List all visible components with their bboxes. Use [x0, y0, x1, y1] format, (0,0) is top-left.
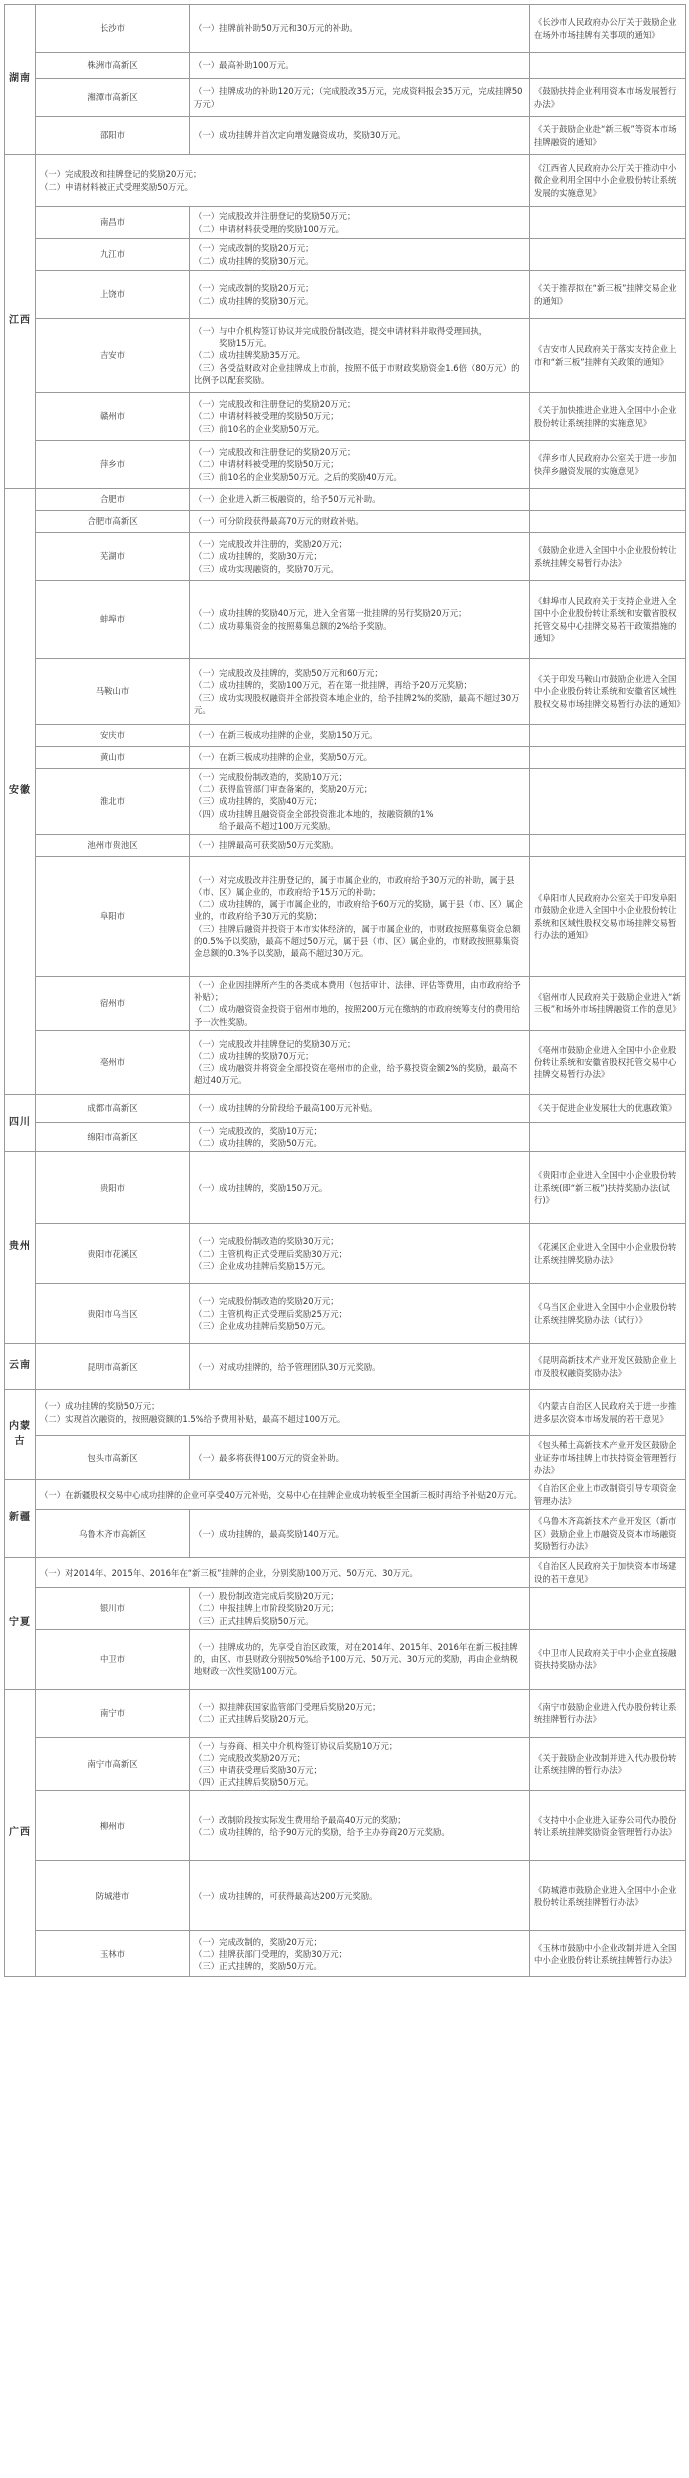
- province-cell: 贵州: [5, 1152, 36, 1344]
- policy-cell: （一）成功挂牌的奖励40万元，进入全省第一批挂牌的另行奖励20万元； （二）成功募集资金的按照募集总额的2%给予奖励。: [190, 581, 530, 659]
- document-cell: 《鼓励企业进入全国中小企业股份转让系统挂牌交易暂行办法》: [530, 533, 686, 581]
- document-cell: [530, 725, 686, 747]
- document-cell: 《玉林市鼓励中小企业改制并进入全国中小企业股份转让系统挂牌暂行办法》: [530, 1931, 686, 1977]
- city-cell: 玉林市: [36, 1931, 190, 1977]
- table-row: [5, 1344, 686, 1390]
- city-cell: 吉安市: [36, 319, 190, 393]
- table-row: [5, 1629, 686, 1689]
- policy-cell: （一）对完成股改并注册登记的，属于市属企业的，市政府给予30万元的补助，属于县（市、区）属企业的，市政府给予15万元的补助； （二）成功挂牌的，属于市属企业的，市政府给予60万元的奖励，属于县（市、区）属企业的，市政府给予30万元的奖励； （三）挂牌后融资并投资于本市实体经济的，属于市属企业的，市财政按照募集资金总额的0.5%予以奖励，最高不超过50万元，属于县（市、区）属企业的，市财政按照募集资金总额的0.3%予以奖励，最高不超过30万元。: [190, 857, 530, 977]
- province-cell: 湖南: [5, 5, 36, 155]
- policy-cell: （一）成功挂牌的，可获得最高达200万元奖励。: [190, 1861, 530, 1931]
- city-cell: 贵阳市乌当区: [36, 1284, 190, 1344]
- document-cell: 《关于推荐拟在“新三板”挂牌交易企业的通知》: [530, 271, 686, 319]
- document-cell: 《中卫市人民政府关于中小企业直接融资扶持奖励办法》: [530, 1629, 686, 1689]
- document-cell: [530, 747, 686, 769]
- document-cell: 《乌鲁木齐高新技术产业开发区（新市区）鼓励企业上市融资及资本市场融资奖励暂行办法》: [530, 1510, 686, 1558]
- document-cell: 《包头稀土高新技术产业开发区鼓励企业证券市场挂牌上市扶持资金管理暂行办法》: [530, 1436, 686, 1480]
- city-cell: 包头市高新区: [36, 1436, 190, 1480]
- table-row: [5, 857, 686, 977]
- document-cell: 《关于促进企业发展壮大的优惠政策》: [530, 1094, 686, 1122]
- table-row: [5, 117, 686, 155]
- policy-cell: （一）挂牌成功的，先享受自治区政策，对在2014年、2015年、2016年在新三板挂牌的，由区、市县财政分别按50%给予100万元、50万元、30万元的奖励，再由企业纳税地财政一次性奖励100万元。: [190, 1629, 530, 1689]
- city-cell: 赣州市: [36, 393, 190, 441]
- city-cell: 马鞍山市: [36, 659, 190, 725]
- document-cell: 《昆明高新技术产业开发区鼓励企业上市及股权融资奖励办法》: [530, 1344, 686, 1390]
- city-cell: 绵阳市高新区: [36, 1122, 190, 1151]
- table-row: [5, 533, 686, 581]
- policy-cell: （一）在新三板成功挂牌的企业，奖励150万元。: [190, 725, 530, 747]
- document-cell: 《关于印发马鞍山市鼓励企业进入全国中小企业股份转让系统和安徽省区域性股权交易市场挂牌交易暂行办法的通知》: [530, 659, 686, 725]
- table-row: [5, 511, 686, 533]
- city-cell: 芜湖市: [36, 533, 190, 581]
- city-cell: 合肥市高新区: [36, 511, 190, 533]
- city-cell: 成都市高新区: [36, 1094, 190, 1122]
- policy-cell: （一）与券商、相关中介机构签订协议后奖励10万元； （二）完成股改奖励20万元； （三）申请获受理后奖励30万元； （四）正式挂牌后奖励50万元。: [190, 1737, 530, 1791]
- table-row: [5, 1152, 686, 1224]
- province-cell: 云南: [5, 1344, 36, 1390]
- document-cell: [530, 511, 686, 533]
- policy-cell: （一）完成改制的奖励20万元； （二）成功挂牌的奖励30万元。: [190, 271, 530, 319]
- document-cell: 《鼓励扶持企业利用资本市场发展暂行办法》: [530, 79, 686, 117]
- table-row: [5, 155, 686, 207]
- document-cell: 《亳州市鼓励企业进入全国中小企业股份转让系统和安徽省股权托管交易中心挂牌交易暂行办法》: [530, 1030, 686, 1094]
- table-row: [5, 1861, 686, 1931]
- policy-cell: （一）完成股改并挂牌登记的奖励30万元； （二）成功挂牌的奖励70万元； （三）成功融资并将资金全部投资在亳州市的企业，给予募投资金额2%的奖励，最高不超过40万元。: [190, 1030, 530, 1094]
- document-cell: [530, 1588, 686, 1630]
- document-cell: 《乌当区企业进入全国中小企业股份转让系统挂牌奖励办法（试行）》: [530, 1284, 686, 1344]
- document-cell: 《防城港市鼓励企业进入全国中小企业股份转让系统挂牌暂行办法》: [530, 1861, 686, 1931]
- table-row: [5, 1588, 686, 1630]
- city-cell: 银川市: [36, 1588, 190, 1630]
- table-row: [5, 1224, 686, 1284]
- document-cell: 《吉安市人民政府关于落实支持企业上市和“新三板”挂牌有关政策的通知》: [530, 319, 686, 393]
- province-cell: 宁夏: [5, 1558, 36, 1690]
- policy-cell: （一）完成股改和注册登记的奖励20万元； （二）申请材料被受理的奖励50万元； （三）前10名的企业奖励50万元。之后的奖励40万元。: [190, 441, 530, 489]
- policy-cell: （一）挂牌前补助50万元和30万元的补助。: [190, 5, 530, 53]
- policy-cell: （一）完成股份制改造的，奖励10万元； （二）获得监管部门审查备案的，奖励20万元； （三）成功挂牌的，奖励40万元； （四）成功挂牌且融资资金全部投资淮北本地的，按融资额的1% 给予最高不超过100万元奖励。: [190, 769, 530, 835]
- city-cell: 昆明市高新区: [36, 1344, 190, 1390]
- city-cell: 阜阳市: [36, 857, 190, 977]
- city-cell: 贵阳市: [36, 1152, 190, 1224]
- document-cell: [530, 239, 686, 271]
- city-cell: 乌鲁木齐市高新区: [36, 1510, 190, 1558]
- table-row: [5, 393, 686, 441]
- table-row: [5, 659, 686, 725]
- policy-cell: （一）成功挂牌的，最高奖励140万元。: [190, 1510, 530, 1558]
- document-cell: 《花溪区企业进入全国中小企业股份转让系统挂牌奖励办法》: [530, 1224, 686, 1284]
- province-policy-cell: （一）完成股改和挂牌登记的奖励20万元； （二）申请材料被正式受理奖励50万元。: [36, 155, 530, 207]
- document-cell: 《阜阳市人民政府办公室关于印发阜阳市鼓励企业进入全国中小企业股份转让系统和区域性股权交易市场挂牌交易暂行办法的通知》: [530, 857, 686, 977]
- policy-cell: （一）最高补助100万元。: [190, 53, 530, 79]
- table-row: [5, 1791, 686, 1861]
- city-cell: 亳州市: [36, 1030, 190, 1094]
- policy-cell: （一）成功挂牌的，奖励150万元。: [190, 1152, 530, 1224]
- document-cell: 《自治区企业上市改制资引导专项资金管理办法》: [530, 1480, 686, 1510]
- city-cell: 黄山市: [36, 747, 190, 769]
- table-row: [5, 1094, 686, 1122]
- document-cell: 《江西省人民政府办公厅关于推动中小微企业利用全国中小企业股份转让系统发展的实施意见》: [530, 155, 686, 207]
- document-cell: [530, 489, 686, 511]
- province-cell: 内蒙古: [5, 1390, 36, 1480]
- policy-cell: （一）完成股改及挂牌的，奖励50万元和60万元； （二）成功挂牌的，奖励100万元，若在第一批挂牌，再给予20万元奖励； （三）成功实现股权融资并全部投资本地企业的，给予挂牌2%的奖励，最高不超过30万元。: [190, 659, 530, 725]
- table-row: [5, 977, 686, 1031]
- table-row: [5, 53, 686, 79]
- table-row: [5, 581, 686, 659]
- policy-cell: （一）可分阶段获得最高70万元的财政补贴。: [190, 511, 530, 533]
- city-cell: 中卫市: [36, 1629, 190, 1689]
- policy-cell: （一）挂牌最高可获奖励50万元奖励。: [190, 835, 530, 857]
- document-cell: 《关于加快推进企业进入全国中小企业股份转让系统挂牌的实施意见》: [530, 393, 686, 441]
- policy-cell: （一）拟挂牌获国家监管部门受理后奖励20万元； （二）正式挂牌后奖励20万元。: [190, 1689, 530, 1737]
- table-row: [5, 1931, 686, 1977]
- table-row: [5, 1510, 686, 1558]
- policy-cell: （一）完成股份制改造的奖励20万元； （二）主管机构正式受理后奖励25万元； （三）企业成功挂牌后奖励50万元。: [190, 1284, 530, 1344]
- table-row: [5, 1558, 686, 1588]
- document-cell: 《萍乡市人民政府办公室关于进一步加快萍乡融资发展的实施意见》: [530, 441, 686, 489]
- table-row: [5, 1122, 686, 1151]
- policy-cell: （一）完成股份制改造的奖励30万元； （二）主管机构正式受理后奖励30万元； （三）企业成功挂牌后奖励15万元。: [190, 1224, 530, 1284]
- province-cell: 新疆: [5, 1480, 36, 1558]
- document-cell: [530, 53, 686, 79]
- document-cell: 《支持中小企业进入证券公司代办股份转让系统挂牌奖励资金管理暂行办法》: [530, 1791, 686, 1861]
- city-cell: 宿州市: [36, 977, 190, 1031]
- table-row: [5, 1284, 686, 1344]
- city-cell: 长沙市: [36, 5, 190, 53]
- table-row: [5, 725, 686, 747]
- policy-cell: （一）股份制改造完成后奖励20万元； （二）申报挂牌上市阶段奖励20万元； （三）正式挂牌后奖励50万元。: [190, 1588, 530, 1630]
- province-policy-cell: （一）在新疆股权交易中心成功挂牌的企业可享受40万元补贴，交易中心在挂牌企业成功转板至全国新三板时再给予补贴20万元。: [36, 1480, 530, 1510]
- policy-cell: （一）在新三板成功挂牌的企业，奖励50万元。: [190, 747, 530, 769]
- province-policy-cell: （一）对2014年、2015年、2016年在“新三板”挂牌的企业，分别奖励100万元、50万元、30万元。: [36, 1558, 530, 1588]
- city-cell: 邵阳市: [36, 117, 190, 155]
- policy-cell: （一）挂牌成功的补助120万元；（完成股改35万元，完成资料报会35万元，完成挂牌50万元）: [190, 79, 530, 117]
- city-cell: 九江市: [36, 239, 190, 271]
- city-cell: 湘潭市高新区: [36, 79, 190, 117]
- policy-cell: （一）完成股改并注册登记的奖励50万元； （二）申请材料获受理的奖励100万元。: [190, 207, 530, 239]
- city-cell: 柳州市: [36, 1791, 190, 1861]
- city-cell: 萍乡市: [36, 441, 190, 489]
- table-row: [5, 489, 686, 511]
- document-cell: 《内蒙古自治区人民政府关于进一步推进多层次资本市场发展的若干意见》: [530, 1390, 686, 1436]
- policy-cell: （一）与中介机构签订协议并完成股份制改造，提交申请材料并取得受理回执， 奖励15万元。 （二）成功挂牌奖励35万元。 （三）各受益财政对企业挂牌成上市前，按照不低于市财政奖励资金1.6倍（80万元）的比例予以配套奖励。: [190, 319, 530, 393]
- table-row: [5, 769, 686, 835]
- document-cell: [530, 835, 686, 857]
- policy-cell: （一）完成股改和注册登记的奖励20万元； （二）申请材料被受理的奖励50万元； （三）前10名的企业奖励50万元。: [190, 393, 530, 441]
- table-row: [5, 1480, 686, 1510]
- document-cell: 《贵阳市企业进入全国中小企业股份转让系统(即“新三板”)扶持奖励办法(试行)》: [530, 1152, 686, 1224]
- province-cell: 四川: [5, 1094, 36, 1151]
- policy-cell: （一）成功挂牌并首次定向增发融资成功，奖励30万元。: [190, 117, 530, 155]
- city-cell: 合肥市: [36, 489, 190, 511]
- policy-cell: （一）完成股改并注册的，奖励20万元； （二）成功挂牌的，奖励30万元； （三）成功实现融资的，奖励70万元。: [190, 533, 530, 581]
- city-cell: 贵阳市花溪区: [36, 1224, 190, 1284]
- policy-cell: （一）企业进入新三板融资的，给予50万元补助。: [190, 489, 530, 511]
- province-policy-cell: （一）成功挂牌的奖励50万元； （二）实现首次融资的，按照融资额的1.5%给予费用补贴，最高不超过100万元。: [36, 1390, 530, 1436]
- policy-cell: （一）改制阶段按实际发生费用给予最高40万元的奖励； （二）成功挂牌的，给予90万元的奖励，给予主办券商20万元奖励。: [190, 1791, 530, 1861]
- table-row: [5, 1030, 686, 1094]
- table-row: [5, 1390, 686, 1436]
- table-row: [5, 5, 686, 53]
- document-cell: 《自治区人民政府关于加快资本市场建设的若干意见》: [530, 1558, 686, 1588]
- document-cell: 《宿州市人民政府关于鼓励企业进入“新三板”和场外市场挂牌融资工作的意见》: [530, 977, 686, 1031]
- table-row: [5, 835, 686, 857]
- policy-table-body: [5, 5, 686, 1977]
- policy-table: [4, 4, 686, 1977]
- table-row: [5, 319, 686, 393]
- document-cell: 《关于鼓励企业改制并进入代办股份转让系统挂牌的暂行办法》: [530, 1737, 686, 1791]
- province-cell: 安徽: [5, 489, 36, 1095]
- policy-cell: （一）完成股改的，奖励10万元； （二）成功挂牌的，奖励50万元。: [190, 1122, 530, 1151]
- city-cell: 上饶市: [36, 271, 190, 319]
- document-cell: 《关于鼓励企业赴“新三板”等资本市场挂牌融资的通知》: [530, 117, 686, 155]
- document-cell: 《长沙市人民政府办公厅关于鼓励企业在场外市场挂牌有关事项的通知》: [530, 5, 686, 53]
- document-cell: 《南宁市鼓励企业进入代办股份转让系统挂牌暂行办法》: [530, 1689, 686, 1737]
- city-cell: 株洲市高新区: [36, 53, 190, 79]
- policy-cell: （一）完成改制的奖励20万元； （二）成功挂牌的奖励30万元。: [190, 239, 530, 271]
- city-cell: 南昌市: [36, 207, 190, 239]
- city-cell: 池州市贵池区: [36, 835, 190, 857]
- province-cell: 江西: [5, 155, 36, 489]
- city-cell: 南宁市: [36, 1689, 190, 1737]
- policy-cell: （一）完成改制的，奖励20万元； （二）挂牌获部门受理的，奖励30万元； （三）正式挂牌的，奖励50万元。: [190, 1931, 530, 1977]
- city-cell: 淮北市: [36, 769, 190, 835]
- city-cell: 南宁市高新区: [36, 1737, 190, 1791]
- city-cell: 防城港市: [36, 1861, 190, 1931]
- table-row: [5, 207, 686, 239]
- document-cell: 《蚌埠市人民政府关于支持企业进入全国中小企业股份转让系统和安徽省股权托管交易中心挂牌交易若干政策措施的通知》: [530, 581, 686, 659]
- province-cell: 广西: [5, 1689, 36, 1977]
- document-cell: [530, 1122, 686, 1151]
- table-row: [5, 441, 686, 489]
- table-row: [5, 271, 686, 319]
- table-row: [5, 79, 686, 117]
- policy-cell: （一）对成功挂牌的，给予管理团队30万元奖励。: [190, 1344, 530, 1390]
- document-cell: [530, 207, 686, 239]
- city-cell: 蚌埠市: [36, 581, 190, 659]
- document-cell: [530, 769, 686, 835]
- table-row: [5, 1436, 686, 1480]
- policy-cell: （一）成功挂牌的分阶段给予最高100万元补贴。: [190, 1094, 530, 1122]
- table-row: [5, 747, 686, 769]
- table-row: [5, 239, 686, 271]
- table-row: [5, 1737, 686, 1791]
- policy-cell: （一）最多将获得100万元的资金补助。: [190, 1436, 530, 1480]
- policy-cell: （一）企业因挂牌所产生的各类成本费用（包括审计、法律、评估等费用，由市政府给予补贴）； （二）成功融资资金投资于宿州市地的，按照200万元在缴纳的市政府统筹支付的费用给予一次性奖励。: [190, 977, 530, 1031]
- table-row: [5, 1689, 686, 1737]
- city-cell: 安庆市: [36, 725, 190, 747]
